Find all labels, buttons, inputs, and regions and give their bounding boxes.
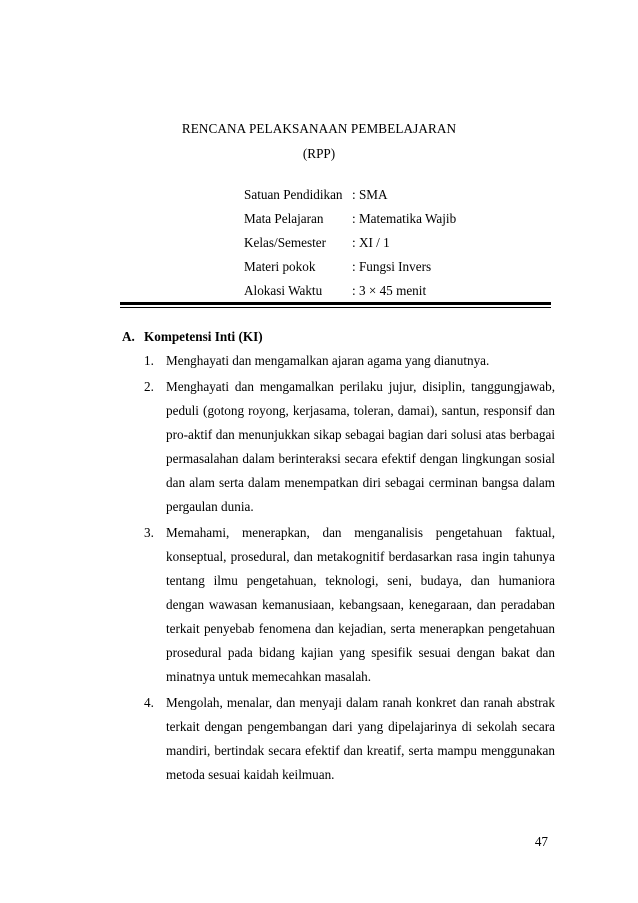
competency-list (144, 349, 555, 789)
section-heading-text: Kompetensi Inti (KI) (144, 329, 263, 344)
identity-value: : 3 × 45 menit (352, 283, 427, 298)
list-item-text: Mengolah, menalar, dan menyaji dalam ranah konkret dan ranah abstrak terkait dengan pengembangan dari yang dipelajarinya di sekolah secara mandiri, bertindak secara efektif dan kreatif, serta mampu menggunakan metoda sesuai kaidah keilmuan. (166, 695, 555, 782)
identity-row (244, 279, 456, 303)
list-item-number: 3. (144, 525, 154, 540)
header-divider-thin (120, 307, 551, 308)
list-item (144, 691, 555, 787)
identity-table (244, 183, 456, 303)
list-item (144, 349, 555, 373)
document-subtitle: (RPP) (302, 146, 336, 161)
page-number: 47 (534, 834, 548, 849)
list-item-text: Menghayati dan mengamalkan ajaran agama yang dianutnya. (166, 353, 490, 368)
list-item-number: 4. (144, 695, 154, 710)
identity-value: : SMA (352, 187, 388, 202)
identity-label: Alokasi Waktu (244, 283, 323, 298)
identity-row (244, 231, 456, 255)
list-item (144, 375, 555, 519)
list-item (144, 521, 555, 689)
identity-value: : XI / 1 (352, 235, 390, 250)
identity-label: Mata Pelajaran (244, 211, 324, 226)
identity-value: : Fungsi Invers (352, 259, 432, 274)
section-kompetensi-inti (122, 327, 555, 782)
header-divider-thick (120, 302, 551, 305)
identity-label: Kelas/Semester (244, 235, 327, 250)
identity-row (244, 255, 456, 279)
identity-row (244, 207, 456, 231)
section-heading (122, 327, 552, 347)
document-title: RENCANA PELAKSANAAN PEMBELAJARAN (181, 121, 457, 136)
section-letter: A. (122, 329, 135, 344)
list-item-number: 1. (144, 353, 154, 368)
list-item-text: Menghayati dan mengamalkan perilaku jujur, disiplin, tanggungjawab, peduli (gotong royong, kerjasama, toleran, damai), santun, responsif dan pro-aktif dan menunjukkan sikap sebagai bagian dari solusi atas berbagai permasalahan dalam berinteraksi secara efektif dengan lingkungan sosial dan alam serta dalam menempatkan diri sebagai cerminan bangsa dalam pergaulan dunia. (166, 379, 555, 514)
list-item-number: 2. (144, 379, 154, 394)
identity-value: : Matematika Wajib (352, 211, 457, 226)
identity-row (244, 183, 456, 207)
identity-label: Materi pokok (244, 259, 316, 274)
list-item-text: Memahami, menerapkan, dan menganalisis pengetahuan faktual, konseptual, prosedural, dan metakognitif berdasarkan rasa ingin tahunya tentang ilmu pengetahuan, teknologi, seni, budaya, dan humaniora dengan wawasan kemanusiaan, kebangsaan, kenegaraan, dan peradaban terkait penyebab fenomena dan kejadian, serta menerapkan pengetahuan prosedural pada bidang kajian yang spesifik sesuai dengan bakat dan minatnya untuk memecahkan masalah. (166, 525, 555, 684)
identity-label: Satuan Pendidikan (244, 187, 343, 202)
